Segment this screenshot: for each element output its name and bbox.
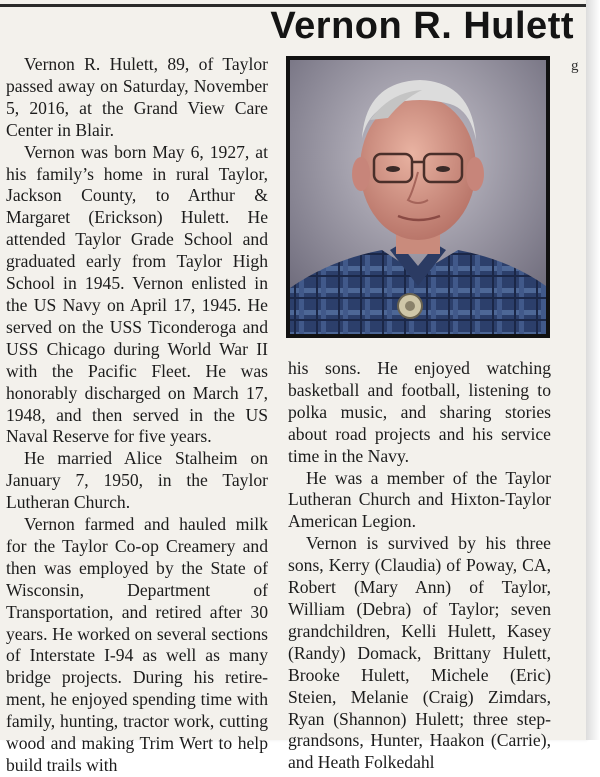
paragraph-membership: He was a member of the Taylor Lutheran Church and Hixton-Taylor American Legion. [288, 467, 551, 532]
page-edge [586, 0, 600, 740]
portrait-frame [286, 56, 550, 338]
left-column [6, 54, 268, 775]
portrait-photo [290, 60, 546, 334]
headline: Vernon R. Hulett [270, 5, 574, 47]
paragraph-hobbies: his sons. He enjoyed watching basketball and football, listening to polka music, and sharing stories about road projects and his service time in the Navy. [288, 358, 551, 466]
paragraph-survivors: Vernon is survived by his three sons, Kerry (Claudia) of Poway, CA, Robert (Mary Ann) of Taylor, William (Debra) of Taylor; seven grandchildren, Kelli Hulett, Kasey (Randy) Domack, Brittany Hulett, Brooke Hulett, Michele (Eric) Steien, Melanie (Craig) Zimdars, Ryan (Shannon) Hulett; three step-grandsons, Hunter, Haakon (Carrie), and Heath Folkedahl [288, 533, 551, 773]
paragraph-marriage: He married Alice Stalheim on January 7, 1950, in the Taylor Lutheran Church. [6, 448, 268, 513]
edge-mark: g [571, 58, 579, 74]
paragraph-early-life: Vernon was born May 6, 1927, at his family’s home in rural Taylor, Jackson County, to Arthur & Margaret (Erickson) Hulett. He attended Taylor Grade School and graduated early from Taylor High School in 1945. Vernon enlisted in the US Navy on April 17, 1945. He served on the USS Ticonderoga and USS Chicago during World War II with the Pacific Fleet. He was honorably discharged on March 17, 1948, and then served in the US Naval Reserve for five years. [6, 141, 268, 447]
paragraph-career: Vernon farmed and hauled milk for the Taylor Co-op Creamery and then was employed by the State of Wisconsin, Department of Transportation, and retired after 30 years. He worked on several sections of Interstate I-94 as well as many bridge projects. During his retirement, he enjoyed spending time with family, hunting, tractor work, cutting wood and making Trim Wert to help build trails with [6, 514, 268, 775]
paragraph-death: Vernon R. Hulett, 89, of Taylor passed away on Saturday, November 5, 2016, at the Grand View Care Center in Blair. [6, 54, 268, 140]
right-column [288, 358, 551, 773]
